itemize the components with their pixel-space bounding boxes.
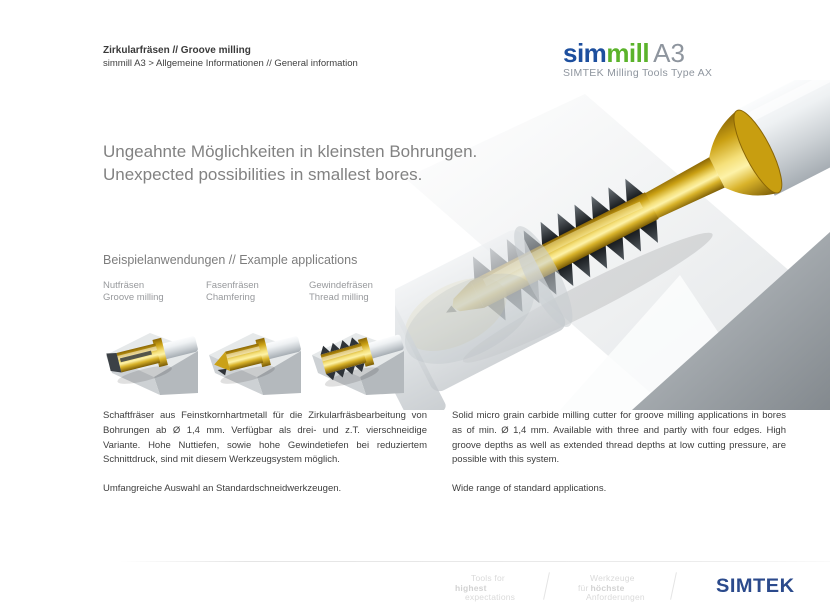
label-en: Groove milling	[103, 291, 164, 303]
slogan-part: höchste	[590, 582, 625, 593]
page-header	[103, 44, 358, 70]
footer-slogan-en	[455, 574, 515, 603]
label-de: Fasenfräsen	[206, 280, 259, 291]
description-english	[452, 409, 786, 497]
example-image-groove-milling	[102, 315, 198, 395]
simmill-logo	[563, 40, 712, 79]
logo-subtitle: SIMTEK Milling Tools Type AX	[563, 67, 713, 79]
footer-separator	[543, 572, 550, 600]
label-en: Thread milling	[309, 291, 369, 303]
simmill-wordmark	[563, 40, 712, 66]
footer-separator	[670, 572, 677, 600]
example-label-chamfer	[206, 280, 306, 303]
paragraph: Schaftfräser aus Feinstkornhartmetall für die Zirkularfräsbearbeitung von Bohrungen ab Ø 1,4 mm. Verfügbar als drei- und z.T. vierschneidige Variante. Hohe Nuttiefen, sowie hohe Gewindetiefen bei reduziertem Schnittdruck, sind mit diesem Werkzeugsystem möglich.	[103, 410, 427, 466]
description-german	[103, 409, 427, 497]
paragraph: Wide range of standard applications.	[452, 483, 607, 495]
breadcrumb: simmill A3 > Allgemeine Informationen // General information	[103, 58, 358, 69]
paragraph: Umfangreiche Auswahl an Standardschneidwerkzeugen.	[103, 483, 342, 495]
logo-model: A3	[653, 38, 685, 68]
simtek-logo: SIMTEK	[716, 576, 795, 597]
label-de: Gewindefräsen	[309, 280, 373, 291]
hero-product-image	[395, 80, 830, 410]
label-en: Chamfering	[206, 291, 256, 303]
hero-headline	[103, 140, 477, 186]
slogan-part: für	[578, 582, 589, 593]
example-image-chamfering	[205, 315, 301, 395]
slogan-line: expectations	[465, 592, 516, 602]
headline-de: Ungeahnte Möglichkeiten in kleinsten Bohrungen.	[103, 142, 478, 161]
slogan-line: Anforderungen	[586, 592, 645, 602]
example-label-groove	[103, 280, 203, 303]
slogan-line: Tools for	[471, 573, 505, 583]
example-image-thread-milling	[308, 315, 404, 395]
example-label-thread	[309, 280, 409, 303]
logo-mill: mill	[606, 38, 650, 68]
slogan-line: Werkzeuge	[590, 573, 635, 583]
footer-slogan-de	[578, 574, 645, 603]
page-title: Zirkularfräsen // Groove milling	[103, 45, 251, 56]
slogan-line: highest	[455, 582, 487, 593]
headline-en: Unexpected possibilities in smallest bores.	[103, 165, 423, 184]
label-de: Nutfräsen	[103, 280, 145, 291]
examples-heading: Beispielanwendungen // Example applications	[103, 253, 358, 267]
paragraph: Solid micro grain carbide milling cutter for groove milling applications in bores as of min. Ø 1,4 mm. Available with three and partly with four edges. High groove depths as well as extended thread depths at low cutting pressure, are possible with this system.	[452, 410, 786, 466]
logo-sim: sim	[563, 38, 607, 68]
footer-divider	[118, 561, 830, 562]
